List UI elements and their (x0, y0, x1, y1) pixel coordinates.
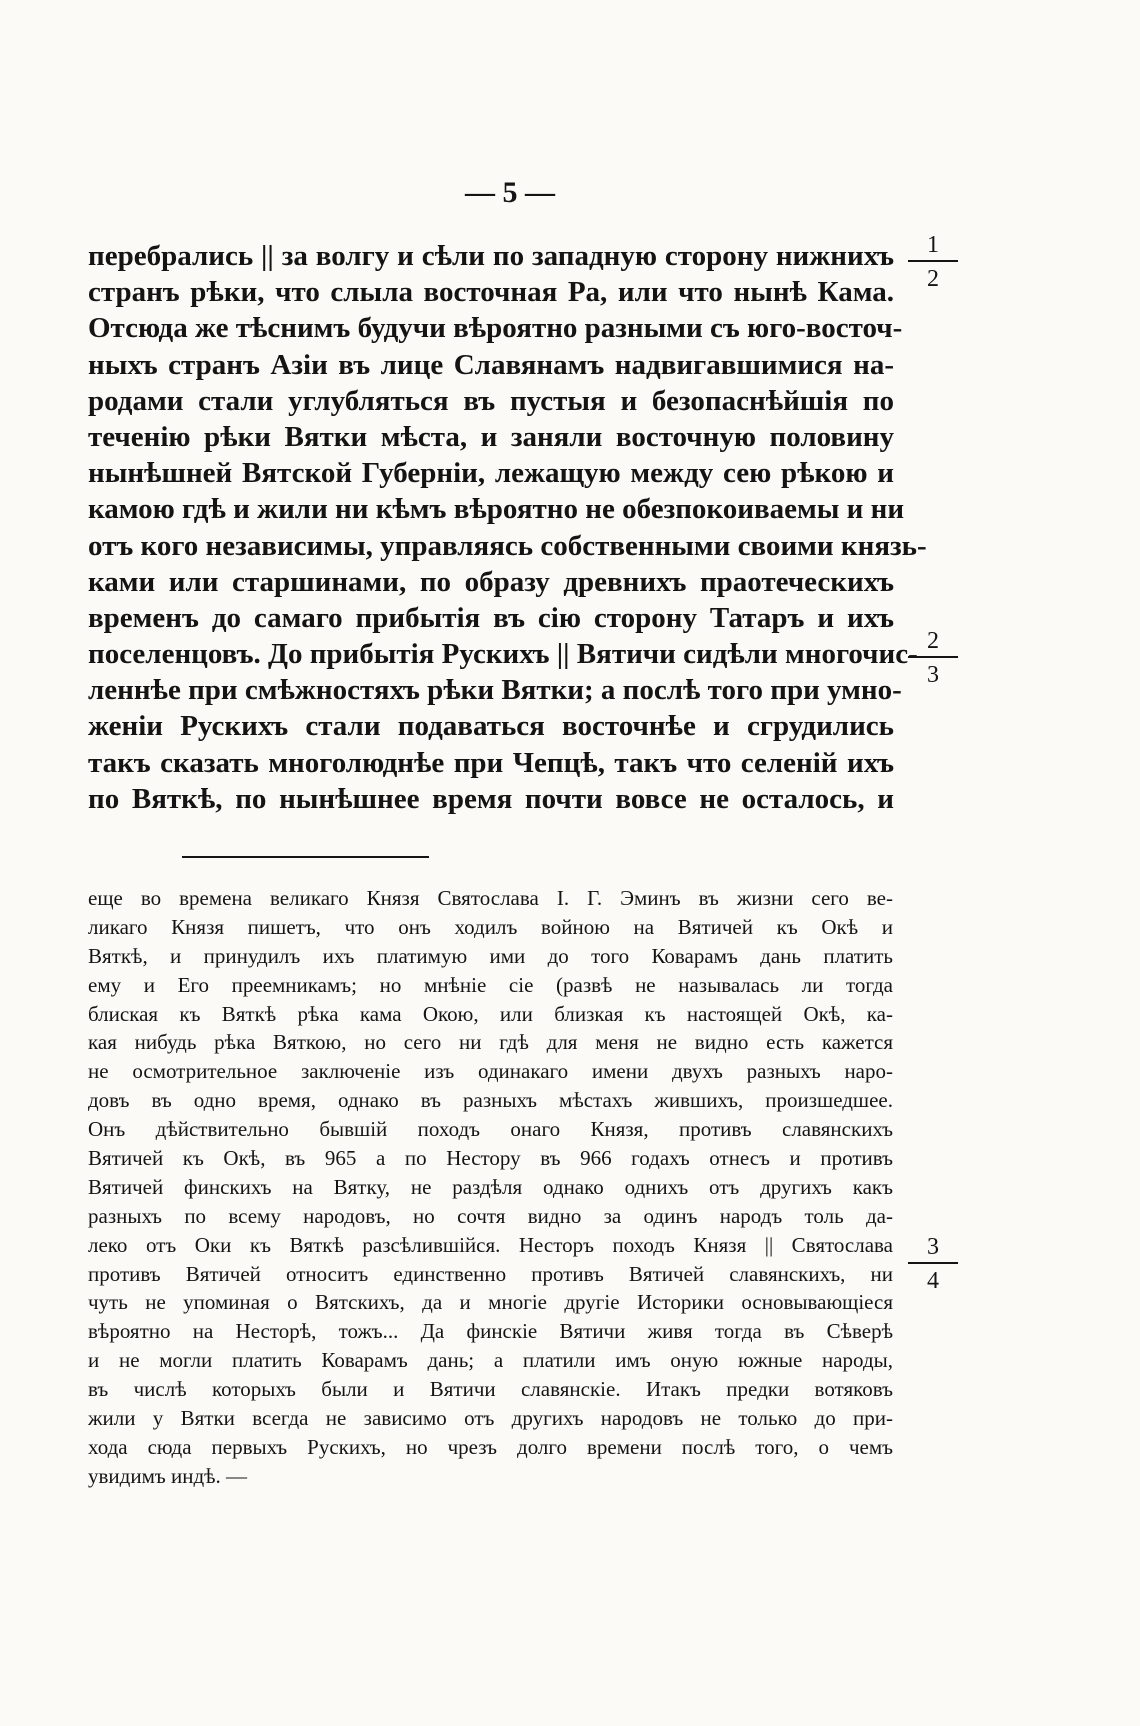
footnote (88, 884, 893, 1491)
margin-mark-bottom: 4 (927, 1268, 939, 1294)
footnote-line: ему и Его преемникамъ; но мнѣніе сіе (развѣ не называлась ли тогда (88, 972, 893, 997)
text-line: ныхъ странъ Азіи въ лице Славянамъ надвигавшимися на- (88, 348, 894, 381)
footnote-line: Онъ дѣйствительно бывшій походъ онаго Князя, противъ славянскихъ (88, 1117, 893, 1142)
margin-mark-bottom: 2 (927, 266, 939, 292)
footnote-line: Вяткѣ, и принудилъ ихъ платимую ими до того Коварамъ дань платить (88, 943, 893, 968)
margin-mark-top: 1 (927, 232, 939, 258)
footnote-line: увидимъ индѣ. — (88, 1463, 248, 1488)
text-line: теченію рѣки Вятки мѣста, и заняли восточную половину (88, 420, 894, 453)
main-text (88, 238, 927, 817)
footnote-line: хода сюда первыхъ Рускихъ, но чрезъ долго времени послѣ того, о чемъ (88, 1434, 893, 1459)
footnote-line: ликаго Князя пишетъ, что онъ ходилъ войною на Вятичей къ Окѣ и (88, 914, 893, 939)
text-line: ками или старшинами, по образу древнихъ праотеческихъ (88, 565, 894, 598)
footnote-line: вѣроятно на Несторѣ, тожъ... Да финскіе Вятичи живя тогда въ Сѣверѣ (88, 1319, 893, 1344)
footnote-line: Вятичей къ Окѣ, въ 965 а по Нестору въ 966 годахъ отнесъ и противъ (88, 1146, 893, 1171)
margin-mark-top: 2 (927, 628, 939, 654)
footnote-line: жили у Вятки всегда не зависимо отъ другихъ народовъ не только до при- (88, 1406, 893, 1431)
footnote-line: разныхъ по всему народовъ, но сочтя видно за одинъ народъ толь да- (88, 1203, 893, 1228)
margin-page-mark (908, 232, 958, 292)
text-line: леннѣе при смѣжностяхъ рѣки Вятки; а послѣ того при умно- (88, 674, 902, 707)
text-line: такъ сказать многолюднѣе при Чепцѣ, такъ что селеній ихъ (88, 746, 894, 779)
margin-mark-rule (908, 260, 958, 262)
footnote-divider (182, 856, 429, 858)
text-line: временъ до самаго прибытія въ сію сторону Татаръ и ихъ (88, 601, 894, 634)
text-line: Отсюда же тѣснимъ будучи вѣроятно разными съ юго-восточ- (88, 312, 903, 345)
footnote-line: и не могли платить Коварамъ дань; а платили имъ оную южные народы, (88, 1348, 893, 1373)
footnote-line: Вятичей финскихъ на Вятку, не раздѣля однако однихъ отъ другихъ какъ (88, 1174, 893, 1199)
text-line: перебрались || за волгу и сѣли по западную сторону нижнихъ (88, 240, 894, 272)
text-line: женіи Рускихъ стали подаваться восточнѣе и сгрудились (88, 710, 894, 743)
text-line: отъ кого независимы, управляясь собственными своими князь- (88, 529, 927, 562)
text-line: странъ рѣки, что слыла восточная Ра, или что нынѣ Кама. (88, 276, 894, 309)
footnote-line: противъ Вятичей относитъ единственно противъ Вятичей славянскихъ, ни (88, 1261, 893, 1286)
margin-mark-bottom: 3 (927, 662, 939, 688)
margin-mark-rule (908, 1262, 958, 1264)
margin-page-mark (908, 1234, 958, 1294)
margin-mark-rule (908, 656, 958, 658)
margin-mark-top: 3 (927, 1234, 939, 1260)
footnote-line: не осмотрительное заключеніе изъ одинакаго имени двухъ разныхъ наро- (88, 1059, 893, 1084)
text-line: камою гдѣ и жили ни кѣмъ вѣроятно не обезпокоиваемы и ни (88, 493, 905, 526)
text-line: поселенцовъ. До прибытія Рускихъ || Вятичи сидѣли многочис- (88, 638, 918, 671)
footnote-line: довъ въ одно время, однако въ разныхъ мѣстахъ жившихъ, произшедшее. (88, 1088, 893, 1113)
footnote-line: кая нибудь рѣка Вяткою, но сего ни гдѣ для меня не видно есть кажется (88, 1030, 893, 1055)
text-line: нынѣшней Вятской Губерніи, лежащую между сею рѣкою и (88, 457, 894, 490)
footnote-line: чуть не упоминая о Вятскихъ, да и многіе другіе Историки основывающіеся (88, 1290, 893, 1315)
text-line: по Вяткѣ, по нынѣшнее время почти вовсе не осталось, и (88, 782, 894, 815)
footnote-line: блиская къ Вяткѣ рѣка кама Окою, или близкая къ настоящей Окѣ, ка- (88, 1001, 893, 1026)
page-number: — 5 — (465, 176, 555, 209)
text-line: родами стали углубляться въ пустыя и безопаснѣйшія по (88, 384, 894, 417)
footnote-line: еще во времена великаго Князя Святослава I. Г. Эминъ въ жизни сего ве- (88, 886, 893, 910)
margin-page-mark (908, 628, 958, 688)
footnote-line: въ числѣ которыхъ были и Вятичи славянскіе. Итакъ предки вотяковъ (88, 1377, 893, 1402)
footnote-line: леко отъ Оки къ Вяткѣ разсѣлившійся. Несторъ походъ Князя || Святослава (88, 1232, 893, 1257)
